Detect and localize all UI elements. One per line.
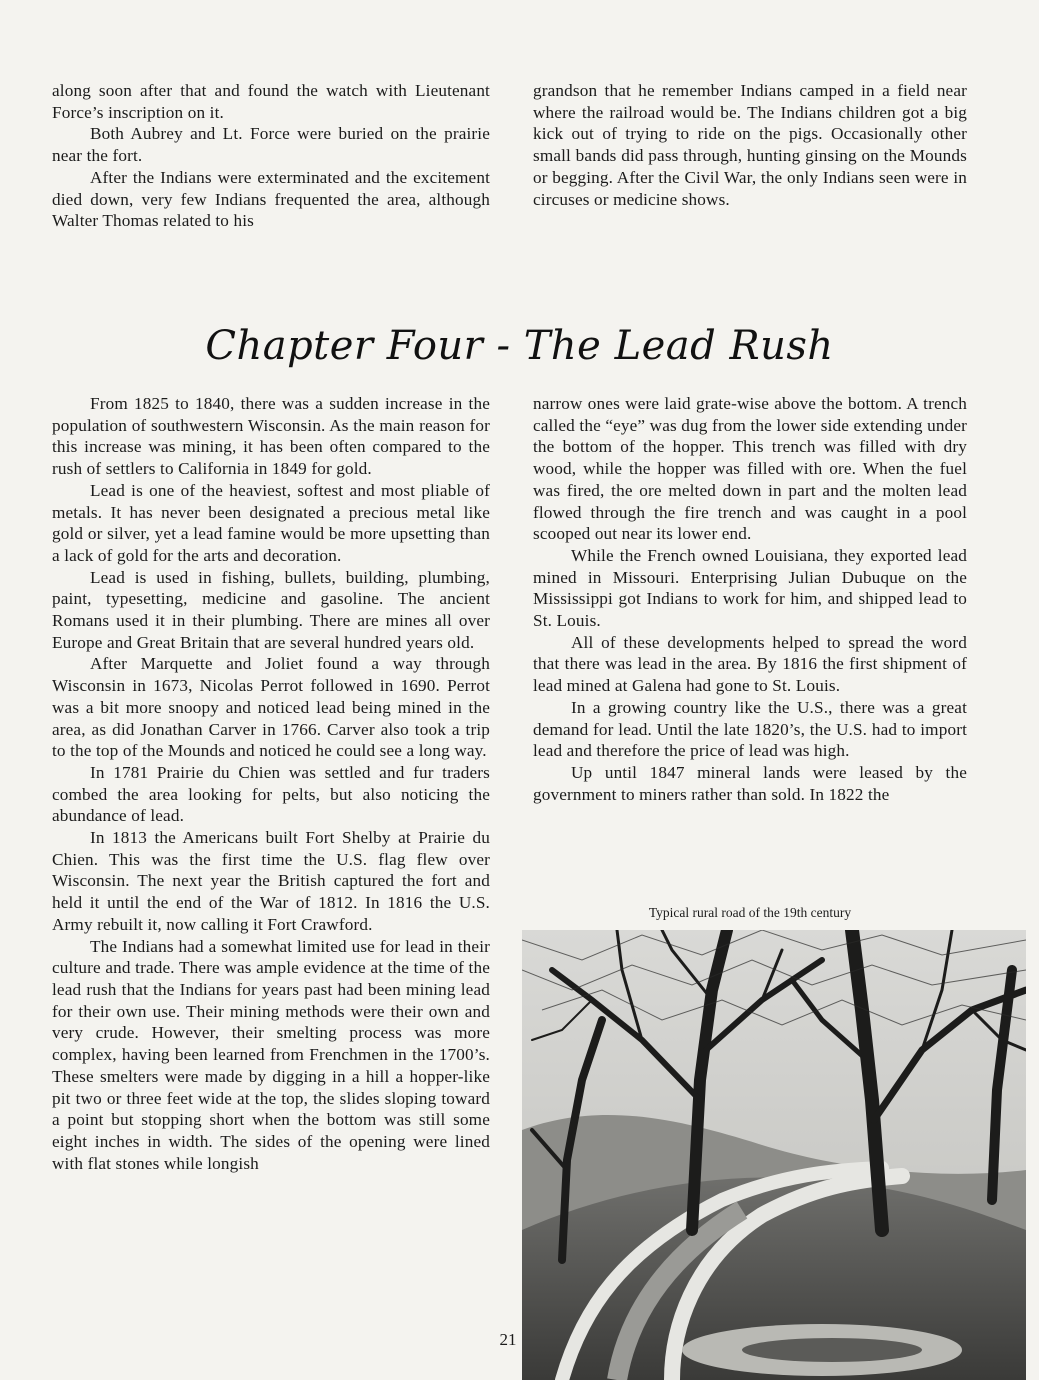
body-left-column	[52, 393, 490, 1174]
photo-caption: Typical rural road of the 19th century	[648, 905, 852, 920]
page-number: 21	[499, 1330, 517, 1349]
paragraph: Up until 1847 mineral lands were leased by the government to miners rather than sold. In 1822 the	[533, 762, 967, 804]
paragraph: Lead is used in fishing, bullets, building, plumbing, paint, typesetting, medicine and gasoline. The ancient Romans used it in their plumbing. There are mines all over Europe and Great Britain that are several hundred years old.	[52, 567, 490, 652]
paragraph: All of these developments helped to spread the word that there was lead in the area. By 1816 the first shipment of lead mined at Galena had gone to St. Louis.	[533, 632, 967, 696]
top-right-column	[533, 80, 967, 210]
paragraph: narrow ones were laid grate-wise above the bottom. A trench called the “eye” was dug from the lower side extending under the bottom of the hopper. This trench was filled with dry wood, while the hopper was filled with ore. When the fuel was fired, the ore melted down in part and the molten lead flowed through the fire trench and was caught in a pool scooped out near its lower end.	[533, 394, 967, 544]
paragraph: The Indians had a somewhat limited use for lead in their culture and trade. There was ample evidence at the time of the lead rush that the Indians for years past had been mining lead for their own use. Their mining methods were their own and very crude. However, their smelting process was more complex, having been learned from Frenchmen in the 1700’s. These smelters were made by digging in a hill a hopper-like pit two or three feet wide at the top, the slides sloping toward a point but stopping short when the bottom was still some eight inches in width. The sides of the opening were lined with flat stones while longish	[52, 936, 490, 1173]
paragraph: Lead is one of the heaviest, softest and most pliable of metals. It has never been designated a precious metal like gold or silver, yet a lead famine would be more upsetting than a lack of gold for the arts and decoration.	[52, 480, 490, 565]
paragraph: After the Indians were exterminated and the excitement died down, very few Indians frequented the area, although Walter Thomas related to his	[52, 167, 490, 231]
top-left-column	[52, 80, 490, 232]
paragraph: In a growing country like the U.S., there was a great demand for lead. Until the late 1820’s, the U.S. had to import lead and therefore the price of lead was high.	[533, 697, 967, 761]
paragraph: From 1825 to 1840, there was a sudden increase in the population of southwestern Wisconsin. As the main reason for this increase was mining, it has been often compared to the rush of settlers to California in 1849 for gold.	[52, 394, 490, 479]
paragraph: along soon after that and found the watch with Lieutenant Force’s inscription on it.	[52, 81, 490, 122]
paragraph: While the French owned Louisiana, they exported lead mined in Missouri. Enterprising Julian Dubuque on the Mississippi got Indians to work for him, and shipped lead to St. Louis.	[533, 545, 967, 631]
road-photo	[522, 930, 1026, 1380]
road-photo-illustration	[522, 930, 1026, 1380]
chapter-title: Chapter Four - The Lead Rush	[205, 323, 834, 369]
paragraph: In 1781 Prairie du Chien was settled and fur traders combed the area looking for pelts, but also noticing the abundance of lead.	[52, 762, 490, 826]
paragraph: In 1813 the Americans built Fort Shelby at Prairie du Chien. This was the first time the U.S. flag flew over Wisconsin. The next year the British captured the fort and held it until the end of the War of 1812. In 1816 the U.S. Army rebuilt it, now calling it Fort Crawford.	[52, 828, 490, 934]
body-right-column	[533, 393, 967, 805]
paragraph: grandson that he remember Indians camped in a field near where the railroad would be. The Indians children got a big kick out of trying to ride on the pigs. Occasionally other small bands did pass through, hunting ginsing on the Mounds or begging. After the Civil War, the only Indians seen were in circuses or medicine shows.	[533, 81, 967, 209]
paragraph: Both Aubrey and Lt. Force were buried on the prairie near the fort.	[52, 124, 490, 166]
paragraph: After Marquette and Joliet found a way through Wisconsin in 1673, Nicolas Perrot followed in 1690. Perrot was a bit more snoopy and noticed lead being mined in the area, as did Jonathan Carver in 1766. Carver also took a trip to the top of the Mounds and noticed he could see a long way.	[52, 654, 490, 761]
